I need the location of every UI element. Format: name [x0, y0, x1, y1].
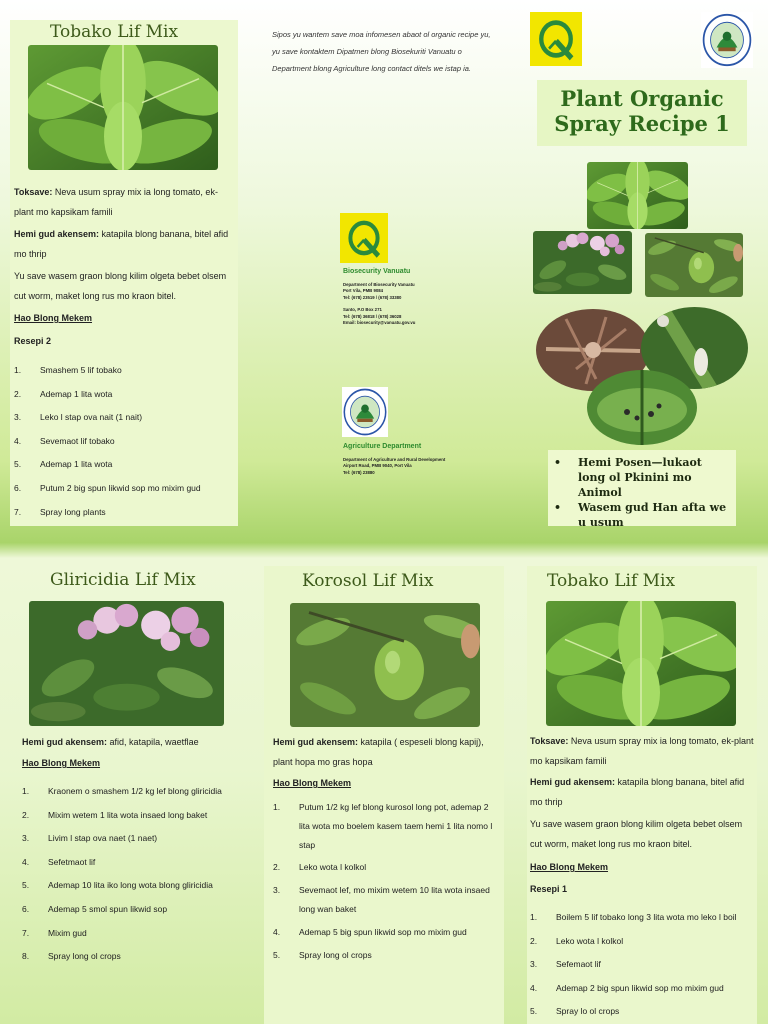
step-item: 2. Leko wota l kolkol [273, 862, 367, 873]
korosol-photo [290, 603, 480, 727]
step-item: 5. Spray lo ol crops [530, 1006, 620, 1017]
hemi-label: Hemi gud akensem: [14, 229, 100, 239]
toksave-label: Toksave: [530, 736, 569, 746]
contact-intro: Sipos yu wantem save moa infomesen abaot ol organic recipe yu, yu save kontaktem Dipatmen blong Biosekuriti Vanuatu o Department blong Agriculture long contact ditels we istap ia. [272, 30, 491, 73]
step-item: 4. Ademap 5 big spun likwid sop mo mixim gud [273, 926, 467, 937]
panel1-hemi [14, 224, 236, 264]
step-item: 8. Spray long ol crops [22, 951, 121, 962]
warning-bullet: • Wasem gud Han afta we u usum [554, 501, 727, 529]
cover-warning-box [548, 450, 736, 529]
cover-title-line2: Spray Recipe 1 [554, 111, 730, 136]
step-item: 2. Ademap 1 lita wota [14, 388, 113, 399]
gliricidia-steps [22, 780, 242, 969]
biosecurity-logo [340, 213, 388, 263]
agriculture-seal-small [342, 387, 388, 437]
step-item: 5. Ademap 10 lita iko long wota blong gliricidia [22, 880, 213, 891]
step-item: 6. Putum 2 big spun likwid sop mo mixim gud [14, 482, 201, 493]
cover-title-box [537, 80, 747, 146]
tobako2-note: Yu save wasem graon blong kilim olgeta bebet olsem cut worm, maket long rus mo kraon bitel. [530, 819, 743, 849]
step-item: 3. Sefemaot lif [530, 959, 601, 970]
step-item: 3. Sevemaot lef, mo mixim wetem 10 lita wota insaed long wan baket [273, 885, 490, 914]
cover-photo-tobacco [587, 162, 688, 229]
tobako2-title: Tobako Lif Mix [547, 571, 676, 591]
cover-logo-q [530, 12, 582, 66]
gliricidia-photo [29, 601, 224, 726]
hemi-text: katapila blong banana, bitel afid mo thrip [14, 229, 229, 259]
tobako2-steps [530, 906, 754, 1024]
warning-bullet: • Hemi Posen—lukaot long ol Pkinini mo Animol [554, 456, 702, 499]
tobako2-recipe-heading: Resepi 1 [530, 884, 568, 894]
korosol-title: Korosol Lif Mix [302, 571, 434, 591]
step-item: 7. Mixim gud [22, 927, 87, 938]
hemi-text: katapila blong banana, bitel afid mo thrip [530, 777, 745, 807]
cover-agriculture-seal [701, 12, 753, 68]
cover-title-line1: Plant Organic [560, 86, 724, 111]
step-item: 6. Ademap 5 smol spun likwid sop [22, 903, 168, 914]
step-item: 5. Spray long ol crops [273, 949, 372, 960]
hemi-label: Hemi gud akensem: [530, 777, 616, 787]
korosol-how-heading: Hao Blong Mekem [273, 778, 352, 788]
hemi-text: afid, katapila, waetflae [109, 737, 199, 747]
step-item: 1. Boilem 5 lif tobako long 3 lita wota mo leko l boil [530, 912, 737, 922]
toksave-text: Neva usum spray mix ia long tomato, ek-plant mo kapsikam famili [14, 187, 218, 217]
agriculture-contact: Department of Agriculture and Rural Development Airport Road, PMB 9040, Port Vila Tel: (678) 23880 [343, 457, 446, 475]
tobako2-how-heading: Hao Blong Mekem [530, 862, 609, 872]
gliricidia-how-heading: Hao Blong Mekem [22, 758, 101, 768]
step-item: 1. Kraonem o smashem 1/2 kg lef blong gliricidia [22, 786, 222, 796]
gliricidia-hemi [22, 732, 242, 752]
step-item: 5. Ademap 1 lita wota [14, 459, 113, 470]
cover-photo-aphids [587, 370, 697, 445]
step-item: 1. Putum 1/2 kg lef blong kurosol long pot, ademap 2 lita wota mo boelem kasem taem hemi 1 lita nomo l stap [273, 802, 493, 850]
step-item: 3. Livim l stap ova naet (1 naet) [22, 833, 158, 844]
cover-photo-gliricidia [533, 231, 632, 294]
panel1-note: Yu save wasem graon blong kilim olgeta bebet olsem cut worm, maket long rus mo kraon bitel. [14, 271, 227, 301]
tobako2-hemi [530, 772, 754, 812]
panel1-title: Tobako Lif Mix [50, 22, 179, 42]
hemi-label: Hemi gud akensem: [22, 737, 108, 747]
panel1-toksave [14, 182, 236, 222]
toksave-text: Neva usum spray mix ia long tomato, ek-plant mo kapsikam famili [530, 736, 754, 766]
agriculture-name: Agriculture Department [343, 443, 422, 450]
step-item: 1. Smashem 5 lif tobako [14, 365, 122, 375]
panel1-recipe-heading: Resepi 2 [14, 336, 52, 346]
korosol-steps [273, 798, 497, 964]
gliricidia-title: Gliricidia Lif Mix [50, 570, 196, 590]
korosol-hemi [273, 732, 497, 772]
step-item: 7. Spray long plants [14, 506, 106, 517]
tobako2-photo [546, 601, 736, 726]
step-item: 4. Ademap 2 big spun likwid sop mo mixim gud [530, 982, 724, 993]
step-item: 2. Leko wota l kolkol [530, 935, 624, 946]
tobako2-toksave [530, 731, 754, 771]
toksave-label: Toksave: [14, 187, 53, 197]
step-item: 2. Mixim wetem 1 lita wota insaed long baket [22, 809, 208, 820]
step-item: 3. Leko l stap ova nait (1 nait) [14, 412, 143, 423]
biosecurity-contact: Department of Biosecurity Vanuatu Port Vila, PMB 9084 Tel: (678) 23519 / (678) 33380 Santo, P.O Box 271 Tel: (678) 36818 / (678) 36028 Email: biosecurity@vanuatu.gov.vu [343, 282, 416, 326]
hemi-label: Hemi gud akensem: [273, 737, 359, 747]
panel1-how-heading: Hao Blong Mekem [14, 313, 93, 323]
hemi-text: katapila ( espeseli blong kapij), plant hopa mo gras hopa [273, 737, 484, 767]
panel1-steps [14, 359, 236, 524]
tobacco-photo [28, 45, 218, 170]
cover-photo-korosol [645, 233, 743, 297]
step-item: 4. Sevemaot lif tobako [14, 435, 115, 446]
biosecurity-name: Biosecurity Vanuatu [343, 268, 411, 275]
step-item: 4. Sefetmaot lif [22, 856, 96, 867]
